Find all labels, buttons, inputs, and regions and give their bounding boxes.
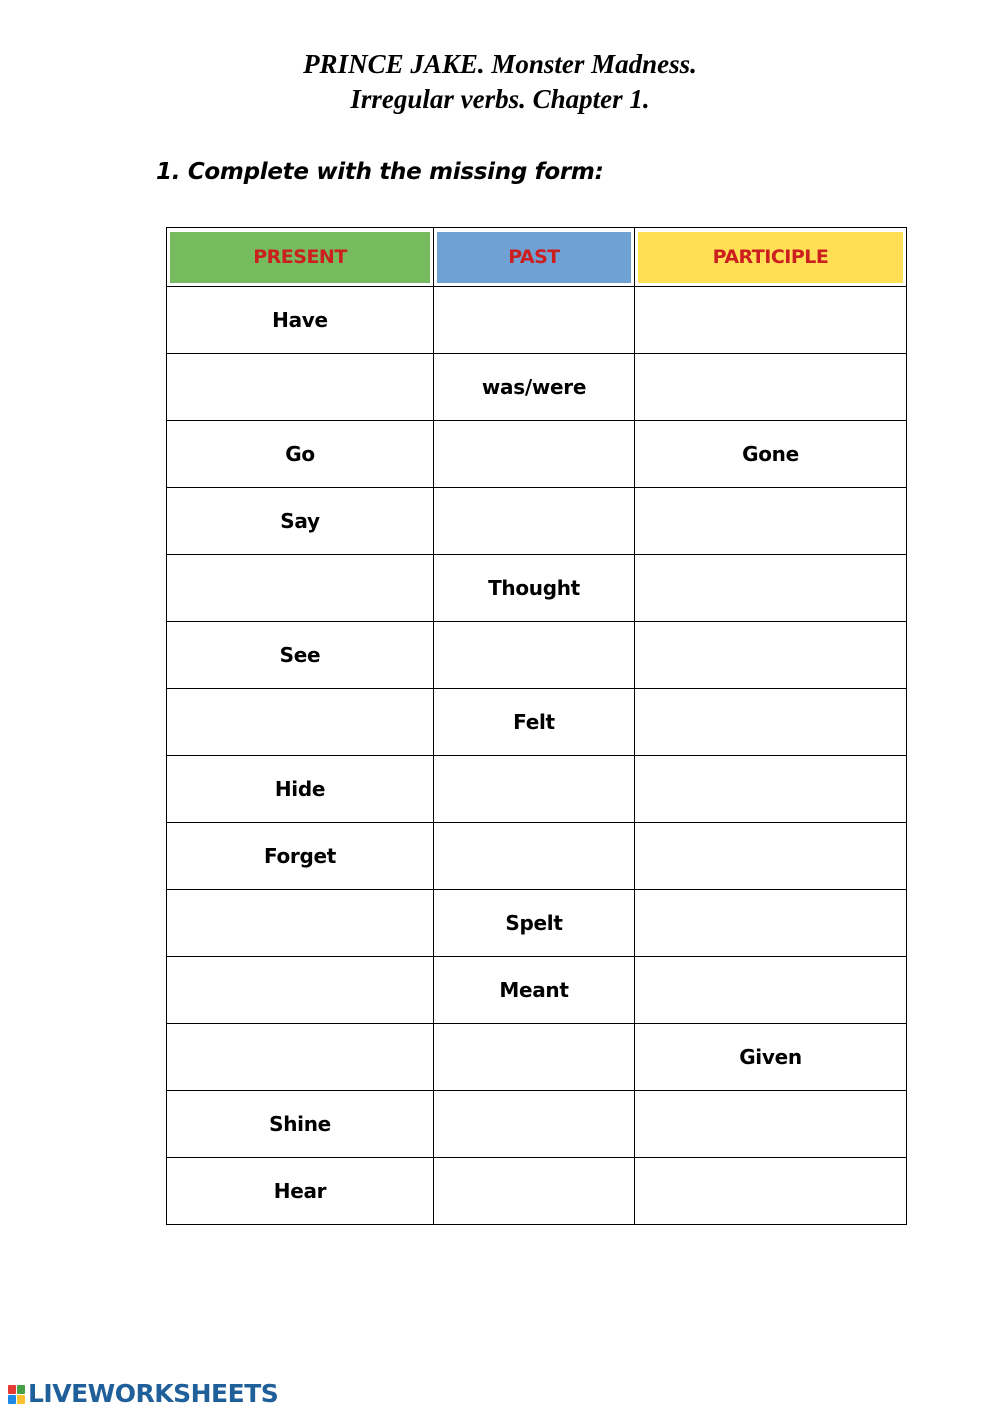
- irregular-verbs-table: [166, 227, 907, 1225]
- header-participle-cell: [635, 228, 907, 287]
- answer-blank-participle[interactable]: [635, 1158, 907, 1225]
- table-row: [167, 756, 907, 823]
- answer-blank-present[interactable]: [167, 354, 434, 421]
- verb-cell-present: Hear: [167, 1158, 434, 1225]
- answer-blank-participle[interactable]: [635, 823, 907, 890]
- liveworksheets-logo-icon: [8, 1385, 25, 1404]
- table-row: [167, 689, 907, 756]
- verb-cell-present: Hide: [167, 756, 434, 823]
- answer-blank-past[interactable]: [434, 421, 635, 488]
- answer-blank-participle[interactable]: [635, 689, 907, 756]
- answer-blank-present[interactable]: [167, 890, 434, 957]
- answer-blank-present[interactable]: [167, 1024, 434, 1091]
- answer-blank-participle[interactable]: [635, 488, 907, 555]
- exercise-instruction: 1. Complete with the missing form:: [156, 159, 604, 185]
- table-row: [167, 354, 907, 421]
- table-row: [167, 957, 907, 1024]
- table-row: [167, 622, 907, 689]
- answer-blank-present[interactable]: [167, 689, 434, 756]
- answer-blank-participle[interactable]: [635, 622, 907, 689]
- answer-blank-past[interactable]: [434, 1158, 635, 1225]
- answer-blank-participle[interactable]: [635, 957, 907, 1024]
- verb-cell-present: Shine: [167, 1091, 434, 1158]
- table-row: [167, 1158, 907, 1225]
- table-row: [167, 823, 907, 890]
- liveworksheets-brand: LIVEWORKSHEETS: [28, 1379, 279, 1408]
- answer-blank-past[interactable]: [434, 1091, 635, 1158]
- table-row: [167, 1024, 907, 1091]
- answer-blank-participle[interactable]: [635, 555, 907, 622]
- verb-cell-past: Felt: [434, 689, 635, 756]
- answer-blank-participle[interactable]: [635, 354, 907, 421]
- answer-blank-participle[interactable]: [635, 287, 907, 354]
- table-header-row: [167, 228, 907, 287]
- verb-cell-present: Go: [167, 421, 434, 488]
- verb-cell-present: Say: [167, 488, 434, 555]
- table-row: [167, 488, 907, 555]
- answer-blank-past[interactable]: [434, 287, 635, 354]
- header-present-cell: [167, 228, 434, 287]
- answer-blank-participle[interactable]: [635, 756, 907, 823]
- liveworksheets-footer: [8, 1380, 278, 1408]
- table-row: [167, 287, 907, 354]
- verb-cell-participle: Given: [635, 1024, 907, 1091]
- worksheet-title-line-2: Irregular verbs. Chapter 1.: [350, 84, 650, 114]
- answer-blank-participle[interactable]: [635, 1091, 907, 1158]
- verb-cell-participle: Gone: [635, 421, 907, 488]
- verb-cell-present: Forget: [167, 823, 434, 890]
- worksheet-title-line-1: PRINCE JAKE. Monster Madness.: [303, 49, 697, 79]
- header-present: PRESENT: [170, 232, 430, 283]
- verb-cell-past: was/were: [434, 354, 635, 421]
- answer-blank-past[interactable]: [434, 823, 635, 890]
- header-past-cell: [434, 228, 635, 287]
- verb-cell-past: Spelt: [434, 890, 635, 957]
- answer-blank-past[interactable]: [434, 756, 635, 823]
- verb-cell-past: Thought: [434, 555, 635, 622]
- table-row: [167, 555, 907, 622]
- answer-blank-present[interactable]: [167, 555, 434, 622]
- table-row: [167, 421, 907, 488]
- verb-cell-present: See: [167, 622, 434, 689]
- verb-cell-present: Have: [167, 287, 434, 354]
- answer-blank-participle[interactable]: [635, 890, 907, 957]
- answer-blank-past[interactable]: [434, 622, 635, 689]
- verb-cell-past: Meant: [434, 957, 635, 1024]
- header-past: PAST: [437, 232, 631, 283]
- answer-blank-past[interactable]: [434, 1024, 635, 1091]
- answer-blank-past[interactable]: [434, 488, 635, 555]
- answer-blank-present[interactable]: [167, 957, 434, 1024]
- table-row: [167, 1091, 907, 1158]
- header-participle: PARTICIPLE: [638, 232, 903, 283]
- table-row: [167, 890, 907, 957]
